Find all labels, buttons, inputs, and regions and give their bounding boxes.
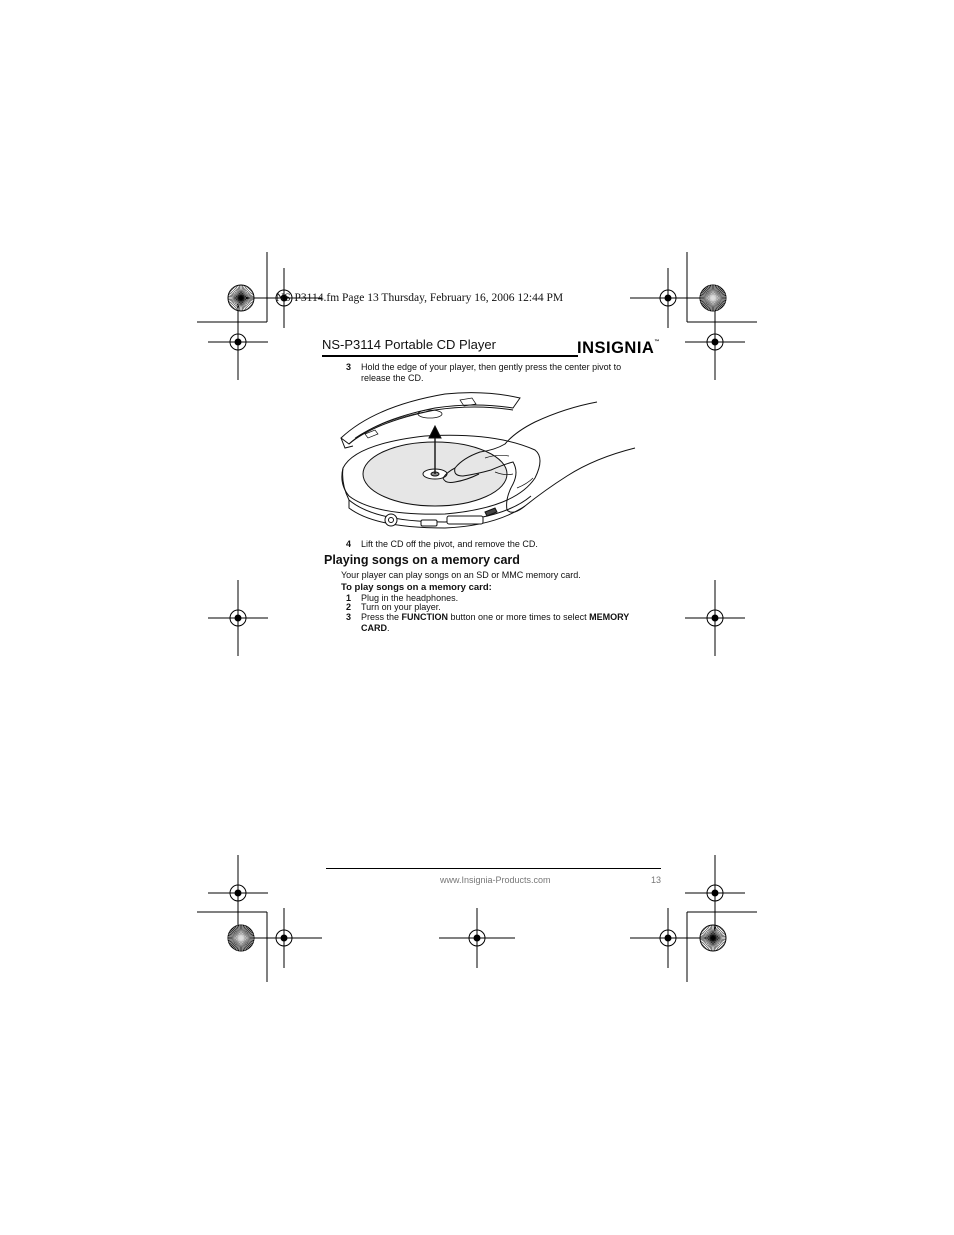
star-target-top-right <box>699 284 727 312</box>
section-heading: Playing songs on a memory card <box>324 553 520 567</box>
step-number: 3 <box>346 612 352 622</box>
page-number: 13 <box>651 875 662 885</box>
step-text: Lift the CD off the pivot, and remove the CD. <box>361 539 538 549</box>
step-text-part: . <box>387 622 390 633</box>
step-lift-cd <box>346 539 656 551</box>
logo-trademark: ™ <box>654 339 660 345</box>
registration-target-bottom-right <box>628 908 708 968</box>
step-number: 1 <box>346 593 352 603</box>
star-target-bottom-right <box>699 924 727 952</box>
footer-rule <box>326 868 661 869</box>
registration-target-left-upper <box>208 304 268 380</box>
footer-url: www.Insignia-Products.com <box>440 875 551 885</box>
procedure-heading: To play songs on a memory card: <box>341 582 492 593</box>
star-target-bottom-left <box>227 924 255 952</box>
step-text: Plug in the headphones. <box>361 593 459 603</box>
step-text-part: button one or more times to select <box>448 612 590 622</box>
function-button-name: FUNCTION <box>401 612 449 622</box>
memory-card-mode-name: MEMORY CARD <box>361 612 630 633</box>
cd-player-illustration <box>335 388 647 534</box>
step-number: 4 <box>346 539 352 549</box>
procedure-step <box>346 612 656 634</box>
procedure-step <box>346 602 656 612</box>
step-text: Hold the edge of your player, then gently press the center pivot to release the CD. <box>361 362 622 383</box>
star-target-top-left <box>227 284 255 312</box>
registration-target-bottom-left <box>246 908 326 968</box>
step-number: 2 <box>346 602 352 612</box>
registration-target-right-upper <box>685 304 745 380</box>
registration-target-right-middle <box>685 580 745 656</box>
step-number: 3 <box>346 362 352 372</box>
registration-target-bottom-center <box>437 908 517 968</box>
logo-text: INSIGNIA <box>577 339 655 357</box>
registration-target-left-middle <box>208 580 268 656</box>
step-release-cd <box>346 362 656 386</box>
insignia-logo <box>577 339 660 358</box>
slug-line: NS-P3114.fm Page 13 Thursday, February 16, 2006 12:44 PM <box>276 292 564 304</box>
step-text: Turn on your player. <box>361 602 441 612</box>
step-text <box>361 612 646 633</box>
step-text-part: Press the <box>361 612 402 622</box>
header-rule <box>322 355 578 357</box>
section-intro: Your player can play songs on an SD or MMC memory card. <box>341 570 581 580</box>
running-head: NS-P3114 Portable CD Player <box>322 337 496 352</box>
